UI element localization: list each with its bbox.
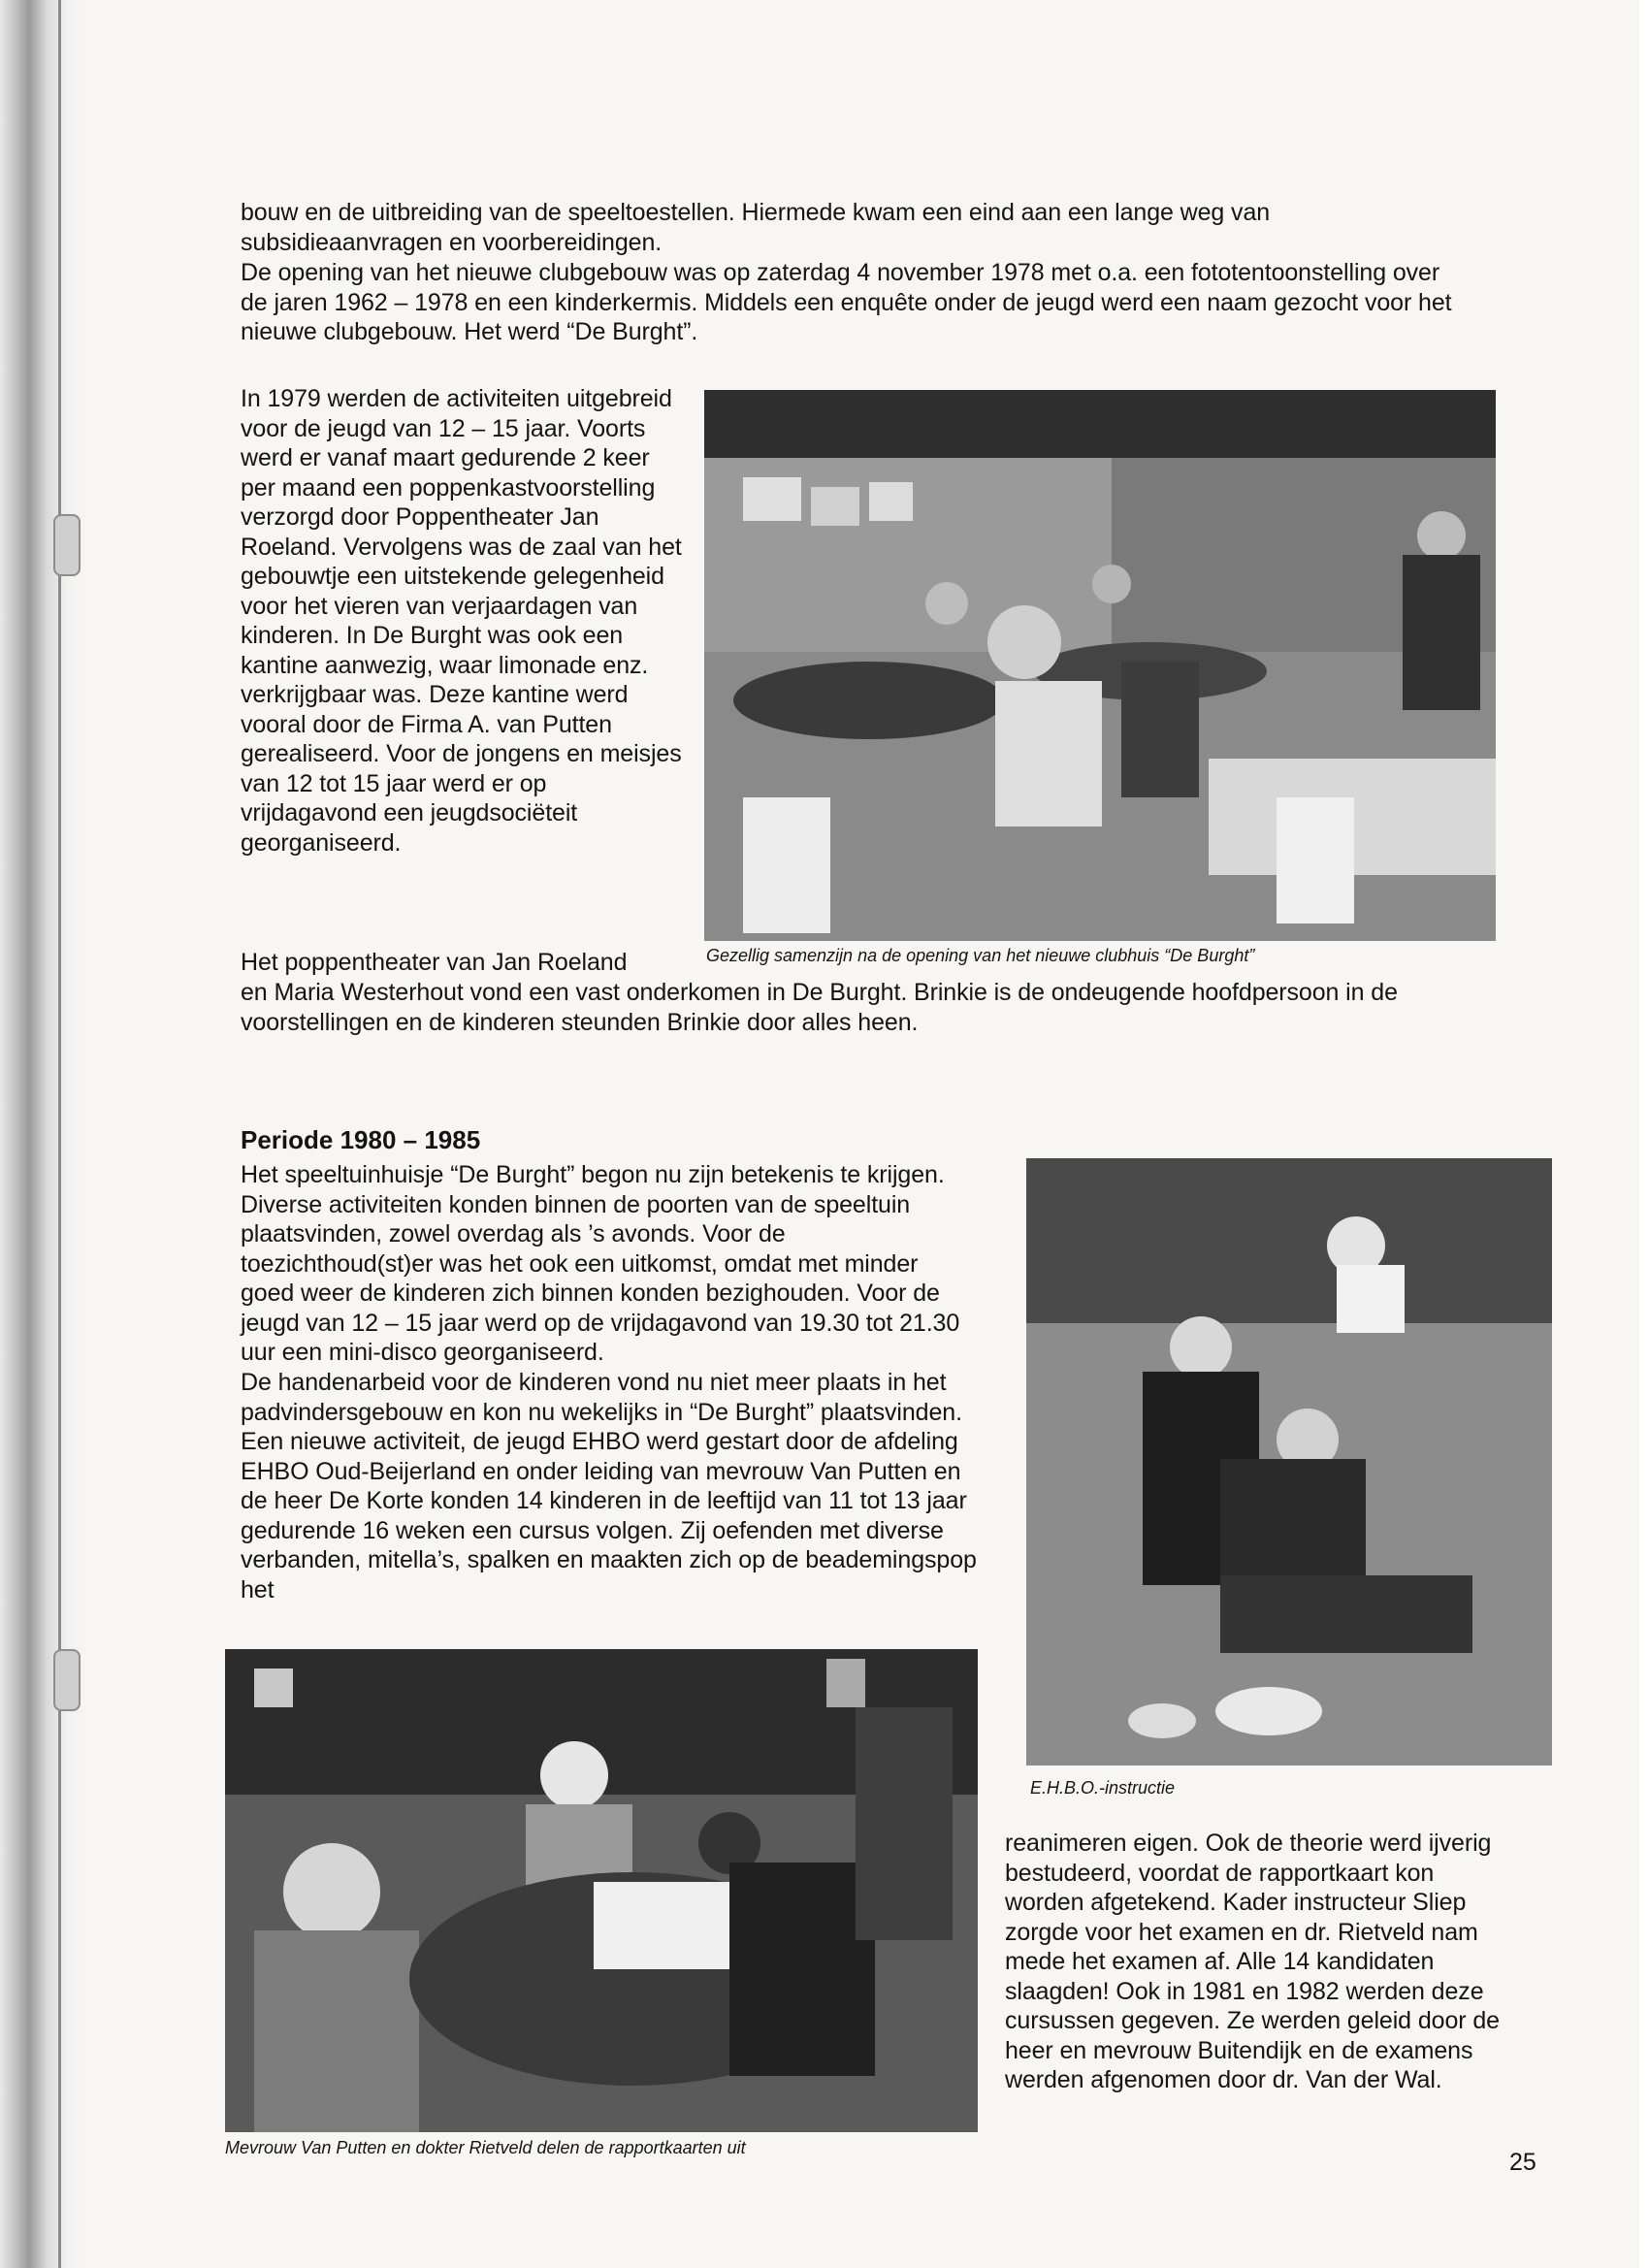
puppet-theater-line: Het poppentheater van Jan Roeland	[241, 949, 628, 976]
activities-1979-paragraph: In 1979 werden de activiteiten uitgebreid voor de jeugd van 12 – 15 jaar. Voorts werd er vanaf maart gedurende 2 keer per maand een poppenkastvoorstelling verzorgd door Poppentheater Jan Roeland. Vervolgens was de zaal van het gebouwtje een uitstekende gelegenheid voor het vieren van verjaardagen van kinderen. In De Burght was ook een kantine aanwezig, waar limonade enz. verkrijgbaar was. Deze kantine werd vooral door de Firma A. van Putten gerealiseerd. Voor de jongens en meisjes van 12 tot 15 jaar werd er op vrijdagavond een jeugdsociëteit georganiseerd.	[241, 385, 682, 857]
page-edge	[1639, 0, 1649, 2268]
binding-clip	[53, 1649, 81, 1711]
opening-photo-caption: Gezellig samenzijn na de opening van het nieuwe clubhuis “De Burght”	[706, 946, 1255, 965]
ehbo-photo-image	[1026, 1158, 1552, 1766]
intro-paragraph: bouw en de uitbreiding van de speeltoestellen. Hiermede kwam een eind aan een lange weg van subsidieaanvragen en voorbereidingen.	[241, 199, 1271, 256]
ehbo-photo	[1026, 1158, 1552, 1766]
opening-paragraph: De opening van het nieuwe clubgebouw was op zaterdag 4 november 1978 met o.a. een fototentoonstelling over de jaren 1962 – 1978 en een kinderkermis. Middels een enquête onder de jeugd werd een naam gezocht voor het nieuwe clubgebouw. Het werd “De Burght”.	[241, 259, 1452, 345]
report-cards-photo-caption: Mevrouw Van Putten en dokter Rietveld delen de rapportkaarten uit	[225, 2138, 746, 2157]
period-1980-paragraph: Het speeltuinhuisje “De Burght” begon nu zijn betekenis te krijgen. Diverse activiteiten konden binnen de poorten van de speeltuin plaatsvinden, zowel overdag als ’s avonds. Voor de toezichthoud(st)er was het ook een uitkomst, omdat met minder goed weer de kinderen zich binnen konden bezighouden. Voor de jeugd van 12 – 15 jaar werd op de vrijdagavond van 19.30 tot 21.30 uur een mini-disco georganiseerd.	[241, 1161, 960, 1366]
ehbo-photo-caption: E.H.B.O.-instructie	[1030, 1778, 1176, 1798]
binding-clip	[53, 514, 81, 576]
spine-line	[58, 0, 61, 2268]
opening-photo-image	[704, 390, 1496, 941]
puppet-theater-paragraph: en Maria Westerhout vond een vast onderkomen in De Burght. Brinkie is de ondeugende hoofdpersoon in de voorstellingen en de kinderen steunden Brinkie door alles heen.	[241, 979, 1398, 1036]
opening-photo	[704, 390, 1496, 941]
book-binding	[0, 0, 89, 2268]
handenarbeid-paragraph: De handenarbeid voor de kinderen vond nu niet meer plaats in het padvindersgebouw en kon nu wekelijks in “De Burght” plaatsvinden. Een nieuwe activiteit, de jeugd EHBO werd gestart door de afdeling EHBO Oud-Beijerland en onder leiding van mevrouw Van Putten en de heer De Korte konden 14 kinderen in de leeftijd van 11 tot 13 jaar gedurende 16 weken een cursus volgen. Zij oefenden met diverse verbanden, mitella’s, spalken en maakten zich op de beademingspop het	[241, 1369, 977, 1604]
period-heading: Periode 1980 – 1985	[241, 1125, 481, 1154]
reanimation-paragraph: reanimeren eigen. Ook de theorie werd ijverig bestudeerd, voordat de rapportkaart kon worden afgetekend. Kader instructeur Sliep zorgde voor het examen en dr. Rietveld nam mede het examen af. Alle 14 kandidaten slaagden! Ook in 1981 en 1982 werden deze cursussen gegeven. Ze werden geleid door de heer en mevrouw Buitendijk en de examens werden afgenomen door dr. Van der Wal.	[1005, 1830, 1500, 2093]
report-cards-photo-image	[225, 1649, 978, 2132]
page-number: 25	[1509, 2149, 1536, 2176]
report-cards-photo	[225, 1649, 978, 2132]
